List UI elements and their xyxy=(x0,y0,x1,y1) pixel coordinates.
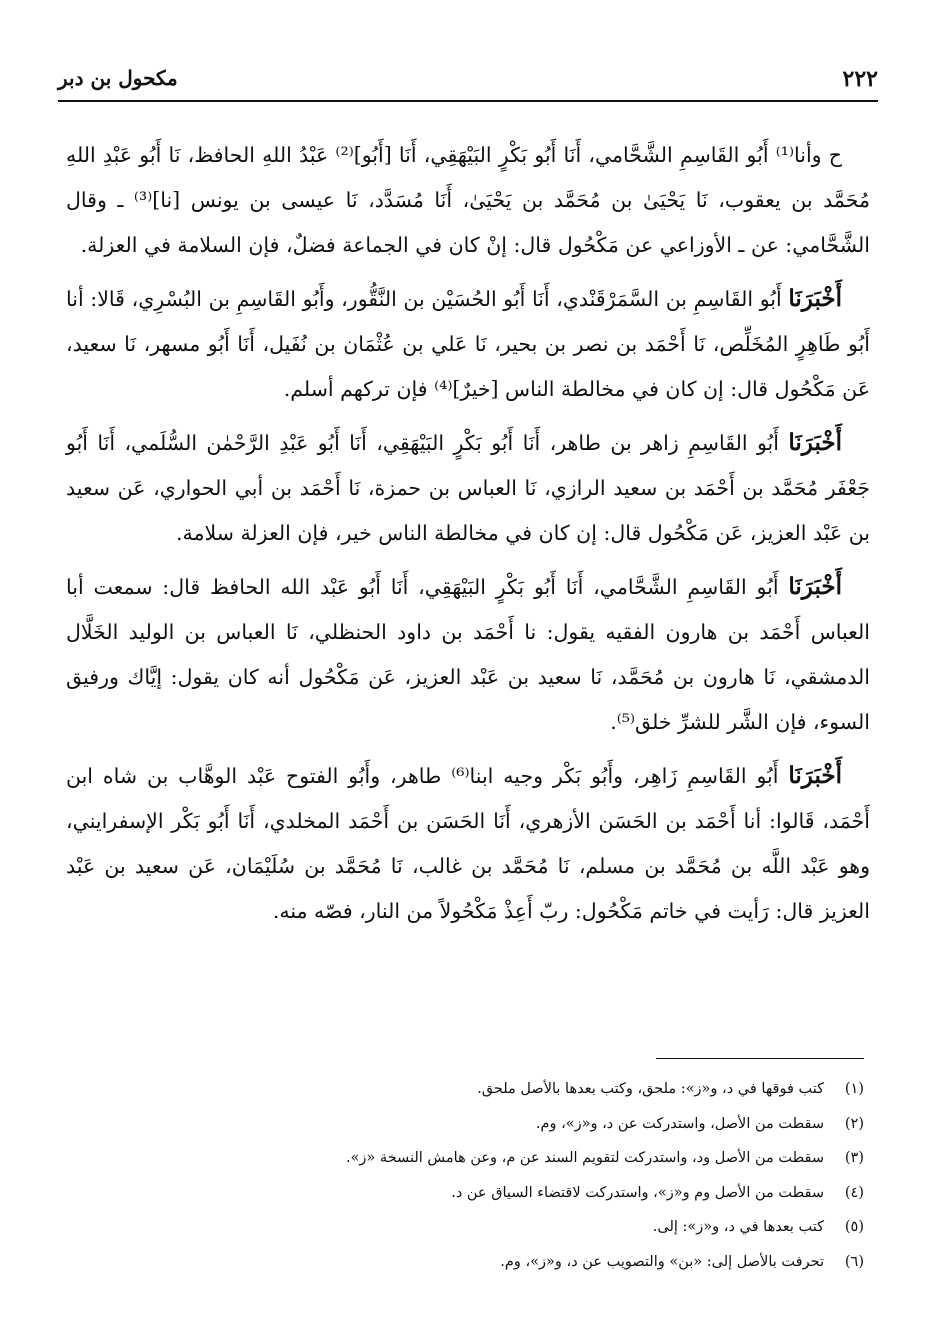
paragraph-text: ح وأنا⁽¹⁾ أَبُو القَاسِمِ الشَّحَّامي، أَنَا أَبُو بَكْرٍ البَيْهَقِي، أَنَا [أَبُو]⁽²⁾ عَبْدُ اللهِ الحافظ، نَا أَبُو عَبْدِ اللهِ مُحَمَّد بن يعقوب، نَا يَحْيَىٰ بن مُحَمَّد بن يَحْيَىٰ، أَنَا مُسَدَّد، نَا عيسى بن يونس [نا]⁽³⁾ ـ وقال الشَّحَّامي: عن ـ الأوزاعي عن مَكْحُول قال: إنْ كان في الجماعة فضلٌ، فإن السلامة في العزلة. xyxy=(66,143,870,257)
footnote-text: تحرفت بالأصل إلى: «بن» والتصويب عن د، و«ز»، وم. xyxy=(500,1253,824,1270)
paragraph xyxy=(66,420,870,556)
footnote xyxy=(70,1141,864,1176)
paragraph xyxy=(66,132,870,268)
footnote-text: سقطت من الأصل وم و«ز»، واستدركت لاقتضاء السياق عن د. xyxy=(451,1184,824,1201)
main-text xyxy=(66,132,870,942)
paragraph xyxy=(66,753,870,934)
footnote xyxy=(70,1072,864,1107)
footnotes xyxy=(70,1072,864,1279)
footnote-text: كتب فوقها في د، و«ز»: ملحق، وكتب بعدها بالأصل ملحق. xyxy=(477,1081,824,1097)
footnote xyxy=(70,1245,864,1280)
footnote-number: (٣) xyxy=(844,1150,864,1166)
paragraph xyxy=(66,564,870,745)
footnote-text: سقطت من الأصل، واستدركت عن د، و«ز»، وم. xyxy=(535,1115,824,1132)
paragraph-text: أَبُو القَاسِمِ زاهر بن طاهر، أَنَا أَبُو بَكْرٍ البَيْهَقِي، أَنَا أَبُو عَبْدِ الرَّحْمٰن السُّلَمي، أَنَا أَبُو جَعْفَر مُحَمَّد بن أَحْمَد بن سعيد الرازي، نَا العباس بن حمزة، نَا أَحْمَد بن أبي الحواري، عَن سعيد بن عَبْد العزيز، عَن مَكْحُول قال: إن كان في مخالطة الناس خير، فإن العزلة سلامة. xyxy=(66,431,870,545)
footnote-number: (٤) xyxy=(844,1184,864,1201)
footnote-number: (٢) xyxy=(844,1115,864,1132)
paragraph-lead: أَخْبَرَنَا xyxy=(788,285,842,312)
footnote-number: (٥) xyxy=(844,1219,864,1235)
running-title: مكحول بن دبر xyxy=(58,66,178,90)
paragraph-lead: أَخْبَرَنَا xyxy=(788,762,842,789)
paragraph-lead: أَخْبَرَنَا xyxy=(788,429,842,456)
footnote-text: سقطت من الأصل ود، واستدركت لتقويم السند عن م، وعن هامش النسخة «ز». xyxy=(345,1150,824,1166)
page-number: ٢٢٢ xyxy=(842,66,878,92)
footnote-text: كتب بعدها في د، و«ز»: إلى. xyxy=(652,1219,824,1235)
paragraph-text: أَبُو القَاسِمِ الشَّحَّامي، أَنَا أَبُو بَكْرٍ البَيْهَقِي، أَنَا أَبُو عَبْد الله الحافظ قال: سمعت أبا العباس أَحْمَد بن هارون الفقيه يقول: نا أَحْمَد بن داود الحنظلي، نَا العباس بن الوليد الخَلَّال الدمشقي، نَا هارون بن مُحَمَّد، نَا سعيد بن عَبْد العزيز، عَن مَكْحُول أنه كان يقول: إيَّاك ورفيق السوء، فإن الشَّر للشرِّ خلق⁽⁵⁾. xyxy=(66,575,870,734)
footnote xyxy=(70,1107,864,1142)
footnote-number: (١) xyxy=(844,1081,864,1097)
footnote-divider xyxy=(656,1058,864,1059)
footnote xyxy=(70,1210,864,1245)
paragraph-text: أَبُو القَاسِمِ زَاهِر، وأَبُو بَكْر وجيه ابنا⁽⁶⁾ طاهر، وأَبُو الفتوح عَبْد الوهَّاب بن شاه ابن أَحْمَد، قَالوا: أنا أَحْمَد بن الحَسَن الأزهري، أَنَا الحَسَن بن أَحْمَد المخلدي، أَنَا أَبُو بَكْر الإسفرايني، وهو عَبْد اللَّه بن مُحَمَّد بن مسلم، نَا مُحَمَّد بن غالب، نَا مُحَمَّد بن سُلَيْمَان، عَن سعيد بن عَبْد العزيز قال: رَأيت في خاتم مَكْحُول: ربّ أَعِذْ مَكْحُولاً من النار، فصّه منه. xyxy=(66,764,870,923)
paragraph xyxy=(66,276,870,412)
footnote xyxy=(70,1176,864,1211)
paragraph-lead: أَخْبَرَنَا xyxy=(788,573,842,600)
page-header xyxy=(58,60,878,102)
footnote-number: (٦) xyxy=(844,1253,864,1270)
paragraph-text: أَبُو القَاسِمِ بن السَّمَرْقَنْدي، أَنَا أَبُو الحُسَيْن بن النَّقُّور، وأَبُو القَاسِمِ بن البُسْرِي، قَالا: أنا أَبُو طَاهِرٍ المُخَلِّص، نَا أَحْمَد بن نصر بن بحير، نَا عَلي بن عُثْمَان بن نُفَيل، أَنَا أَبُو مسهر، نَا سعيد، عَن مَكْحُول قال: إن كان في مخالطة الناس [خيرٌ]⁽⁴⁾ فإن تركهم أسلم. xyxy=(66,287,870,401)
